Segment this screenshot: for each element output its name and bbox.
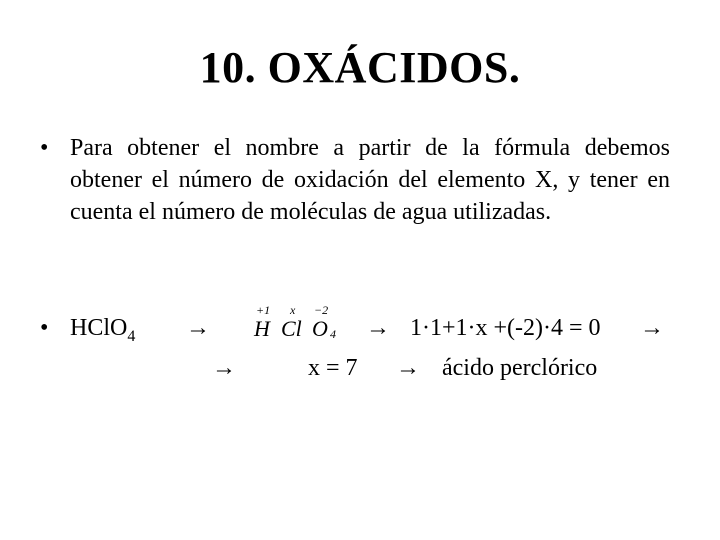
- o-subscript: 4: [330, 327, 336, 341]
- acid-name: ácido perclórico: [442, 355, 598, 381]
- compound-formula-subscript: 4: [127, 328, 136, 345]
- h-symbol: H: [254, 316, 270, 341]
- bullet-1: •: [40, 135, 49, 161]
- cl-oxidation-number: x: [290, 303, 296, 317]
- h-oxidation-number: +1: [256, 303, 271, 317]
- compound-formula: [70, 312, 135, 344]
- arrow-3: →: [640, 315, 664, 341]
- bullet-2: •: [40, 315, 49, 341]
- slide-title: 10. OXÁCIDOS.: [199, 43, 521, 92]
- arrow-2: →: [366, 315, 390, 341]
- o-oxidation-number: −2: [314, 303, 329, 317]
- cl-symbol: Cl: [281, 316, 302, 341]
- o-symbol: O: [312, 316, 328, 341]
- arrow-1: →: [186, 315, 210, 341]
- oxidation-equation: 1·1+1·x +(-2)·4 = 0: [410, 315, 601, 341]
- compound-formula-base: HClO: [70, 315, 128, 341]
- explanation-paragraph: Para obtener el nombre a partir de la fórmula debemos obtener el número de oxidación del elemento X, y tener en cuenta el número de moléculas de agua utilizadas.: [70, 135, 670, 225]
- oxidation-result: x = 7: [308, 355, 358, 381]
- arrow-4: →: [212, 355, 236, 381]
- oxidation-annotated-formula: [252, 300, 352, 344]
- arrow-5: →: [396, 355, 420, 381]
